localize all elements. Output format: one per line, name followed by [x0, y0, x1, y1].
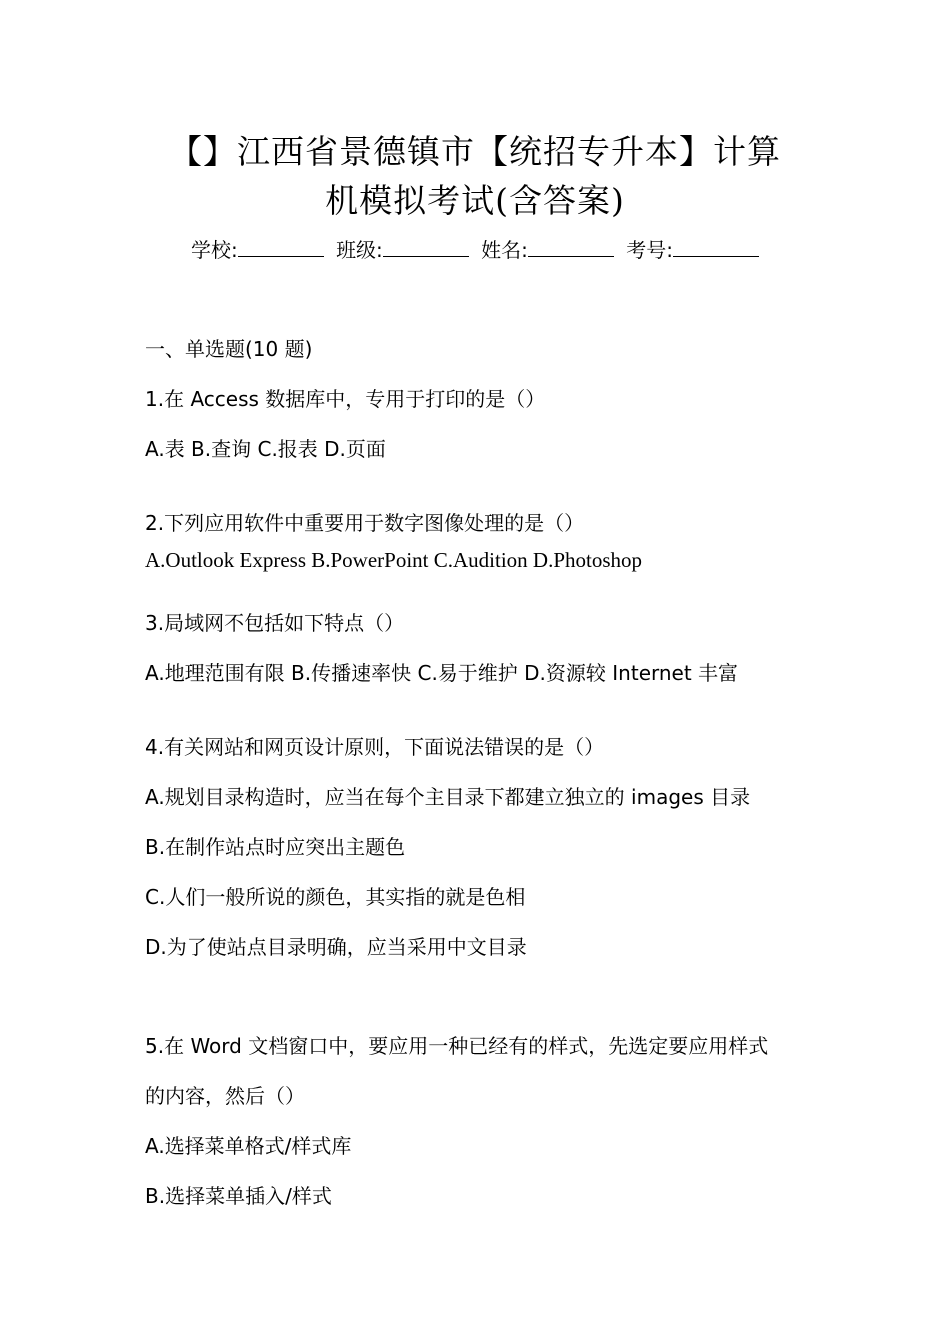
question-2-stem: 2.下列应用软件中重要用于数字图像处理的是（）: [145, 511, 585, 535]
student-info-line: [100, 236, 850, 264]
name-blank: [528, 236, 614, 257]
school-field: [191, 238, 324, 262]
question-4-option-d: D.为了使站点目录明确，应当采用中文目录: [145, 935, 527, 959]
document-title-line-2: 机模拟考试(含答案): [325, 181, 625, 220]
class-label: 班级:: [336, 238, 383, 262]
exam-number-field: [626, 238, 759, 262]
question-2-options: A.Outlook Express B.PowerPoint C.Audition D.Photoshop: [145, 548, 643, 572]
section-heading: 一、单选题(10 题): [145, 337, 313, 361]
question-5-option-b: B.选择菜单插入/样式: [145, 1184, 332, 1208]
exam-number-blank: [673, 236, 759, 257]
question-3-options: A.地理范围有限 B.传播速率快 C.易于维护 D.资源较 Internet 丰富: [145, 661, 739, 685]
question-4-option-a: A.规划目录构造时，应当在每个主目录下都建立独立的 images 目录: [145, 785, 751, 809]
question-4-option-b: B.在制作站点时应突出主题色: [145, 835, 406, 859]
name-label: 姓名:: [481, 238, 528, 262]
question-1-options: A.表 B.查询 C.报表 D.页面: [145, 437, 386, 461]
exam-number-label: 考号:: [626, 238, 674, 262]
class-blank: [383, 236, 469, 257]
document-title-line-1: 【】江西省景德镇市【统招专升本】计算: [169, 132, 781, 171]
question-3-stem: 3.局域网不包括如下特点（）: [145, 611, 405, 635]
school-blank: [238, 236, 324, 257]
question-4-stem: 4.有关网站和网页设计原则，下面说法错误的是（）: [145, 735, 605, 759]
question-5-option-a: A.选择菜单格式/样式库: [145, 1134, 352, 1158]
class-field: [336, 238, 469, 262]
question-1-stem: 1.在 Access 数据库中，专用于打印的是（）: [145, 387, 546, 411]
question-5-stem-line-1: 5.在 Word 文档窗口中，要应用一种已经有的样式，先选定要应用样式: [145, 1034, 769, 1058]
question-5-stem-line-2: 的内容，然后（）: [145, 1084, 305, 1108]
name-field: [481, 238, 614, 262]
school-label: 学校:: [190, 238, 238, 262]
question-4-option-c: C.人们一般所说的颜色，其实指的就是色相: [145, 885, 526, 909]
